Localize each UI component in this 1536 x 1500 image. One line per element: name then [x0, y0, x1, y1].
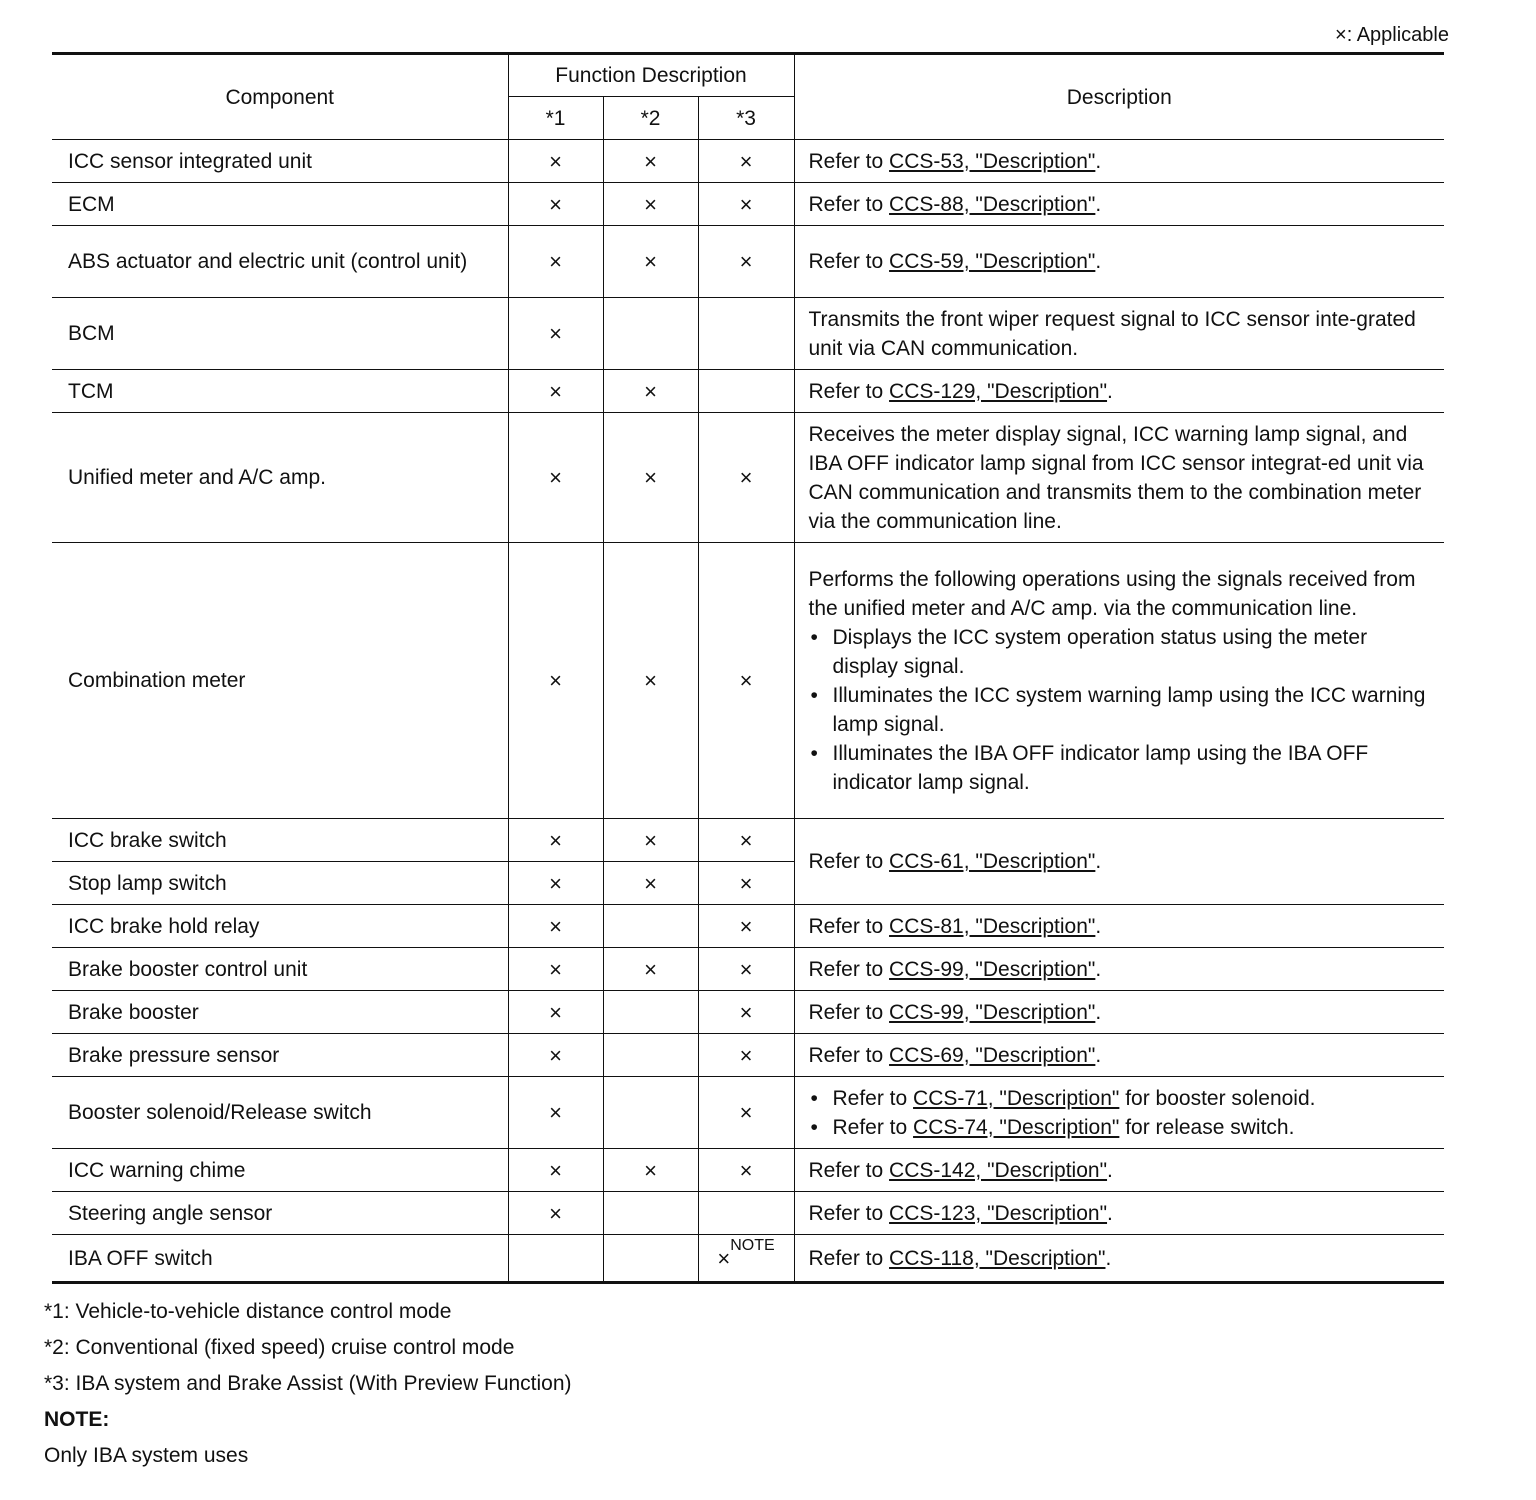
- note-superscript: NOTE: [730, 1236, 775, 1254]
- mark-col3: ×: [698, 1149, 794, 1192]
- table-row: [52, 819, 1444, 862]
- mark-col3: ×: [698, 1077, 794, 1149]
- bullet-list: [809, 1084, 1433, 1142]
- mark-col2: ×: [603, 370, 698, 413]
- description-cell: [794, 1192, 1444, 1235]
- mark-col1: ×: [508, 543, 603, 819]
- mark-col1: ×: [508, 226, 603, 298]
- mark-col1: ×: [508, 1034, 603, 1077]
- period: .: [1095, 850, 1102, 873]
- table-row: [52, 1235, 1444, 1283]
- description-cell: [794, 1149, 1444, 1192]
- mark-col2: ×: [603, 862, 698, 905]
- mark-col1: ×: [508, 1149, 603, 1192]
- mark-col3: ×: [698, 226, 794, 298]
- refer-text: Refer to: [808, 1158, 890, 1182]
- component-cell: Steering angle sensor: [52, 1192, 508, 1235]
- mark-col2: [603, 1034, 698, 1077]
- footnote-2: *2: Conventional (fixed speed) cruise control mode: [44, 1336, 515, 1359]
- table-row: [52, 991, 1444, 1034]
- mark-col2: [603, 298, 698, 370]
- bullet-suffix: for booster solenoid.: [1119, 1086, 1316, 1110]
- component-cell: ICC brake hold relay: [52, 905, 508, 948]
- mark-col1: [508, 1235, 603, 1283]
- period: .: [1095, 250, 1102, 273]
- mark-col2: [603, 1077, 698, 1149]
- refer-text: Refer to: [808, 250, 890, 273]
- table-row: [52, 948, 1444, 991]
- header-col2: *2: [603, 97, 698, 140]
- mark-col2: [603, 1192, 698, 1235]
- reference-link[interactable]: CCS-69, "Description": [889, 1043, 1096, 1067]
- mark-col3: [698, 298, 794, 370]
- mark-col2: [603, 905, 698, 948]
- mark-col3: ×: [698, 948, 794, 991]
- description-cell: [794, 905, 1444, 948]
- period: .: [1095, 957, 1102, 981]
- refer-text: Refer to: [808, 850, 890, 873]
- header-col3: *3: [698, 97, 794, 140]
- description-cell: [794, 140, 1444, 183]
- mark-col2: ×: [603, 226, 698, 298]
- bullet-item: • Displays the ICC system operation status using the meter display signal.: [809, 623, 1433, 681]
- reference-link[interactable]: CCS-129, "Description": [889, 379, 1108, 403]
- footnote-3: *3: IBA system and Brake Assist (With Preview Function): [44, 1372, 572, 1395]
- mark-col2: ×: [603, 1149, 698, 1192]
- refer-text: Refer to: [808, 1043, 890, 1067]
- description-cell: [794, 370, 1444, 413]
- reference-link[interactable]: CCS-71, "Description": [913, 1086, 1120, 1110]
- table-row: [52, 1192, 1444, 1235]
- description-cell: [794, 1034, 1444, 1077]
- mark-col1: ×: [508, 298, 603, 370]
- table-row: [52, 905, 1444, 948]
- reference-link[interactable]: CCS-123, "Description": [889, 1201, 1108, 1225]
- reference-link[interactable]: CCS-99, "Description": [889, 1000, 1096, 1024]
- period: .: [1107, 1158, 1113, 1182]
- mark-col3: ×: [698, 991, 794, 1034]
- bullet-item: [809, 1113, 1433, 1142]
- note-label: NOTE:: [44, 1408, 110, 1431]
- mark-col3: [698, 1235, 794, 1283]
- description-cell: [794, 543, 1444, 819]
- period: .: [1095, 914, 1102, 938]
- reference-link[interactable]: CCS-61, "Description": [889, 850, 1096, 873]
- refer-text: Refer to: [808, 1000, 890, 1024]
- description-cell: [794, 991, 1444, 1034]
- refer-text: Refer to: [832, 1086, 914, 1110]
- description-cell: [794, 1077, 1444, 1149]
- component-cell: Brake pressure sensor: [52, 1034, 508, 1077]
- bullet-suffix: for release switch.: [1119, 1115, 1295, 1139]
- mark-col2: ×: [603, 140, 698, 183]
- mark-col1: ×: [508, 140, 603, 183]
- period: .: [1095, 149, 1102, 173]
- header-component: Component: [52, 54, 508, 140]
- reference-link[interactable]: CCS-142, "Description": [889, 1158, 1108, 1182]
- refer-text: Refer to: [832, 1115, 914, 1139]
- component-cell: Unified meter and A/C amp.: [52, 413, 508, 543]
- reference-link[interactable]: CCS-118, "Description": [889, 1246, 1106, 1270]
- reference-link[interactable]: CCS-99, "Description": [889, 957, 1096, 981]
- applicable-legend: ×: Applicable: [1335, 24, 1449, 46]
- mark-col1: ×: [508, 1077, 603, 1149]
- bullet-item: • Illuminates the ICC system warning lamp using the ICC warning lamp signal.: [809, 681, 1433, 739]
- description-cell: Transmits the front wiper request signal to ICC sensor inte-grated unit via CAN communication.: [794, 298, 1444, 370]
- description-cell: Receives the meter display signal, ICC warning lamp signal, and IBA OFF indicator lamp signal from ICC sensor integrat-ed unit via CAN communication and transmits them to the combination meter via the communication line.: [794, 413, 1444, 543]
- component-function-table: [52, 52, 1444, 1284]
- mark-col1: ×: [508, 370, 603, 413]
- mark-col3: ×: [698, 183, 794, 226]
- note-text: Only IBA system uses: [44, 1444, 249, 1467]
- reference-link[interactable]: CCS-88, "Description": [889, 192, 1096, 216]
- table-row: [52, 1077, 1444, 1149]
- table-row: [52, 1034, 1444, 1077]
- component-cell: BCM: [52, 298, 508, 370]
- mark-col2: [603, 991, 698, 1034]
- table-row: [52, 226, 1444, 298]
- mark-symbol: ×: [717, 1245, 731, 1271]
- period: .: [1107, 379, 1113, 403]
- refer-text: Refer to: [808, 914, 890, 938]
- table-row: [52, 298, 1444, 370]
- component-cell: ICC brake switch: [52, 819, 508, 862]
- mark-col3: ×: [698, 905, 794, 948]
- component-cell: Brake booster: [52, 991, 508, 1034]
- footnote-1: *1: Vehicle-to-vehicle distance control mode: [44, 1300, 452, 1323]
- mark-col3: ×: [698, 140, 794, 183]
- table-row: [52, 1149, 1444, 1192]
- description-cell: [794, 226, 1444, 298]
- bullet-list: [809, 623, 1433, 797]
- period: .: [1095, 1043, 1102, 1067]
- component-cell: ECM: [52, 183, 508, 226]
- mark-col2: ×: [603, 819, 698, 862]
- mark-col1: ×: [508, 862, 603, 905]
- component-cell: Stop lamp switch: [52, 862, 508, 905]
- mark-col2: ×: [603, 948, 698, 991]
- table-row: [52, 140, 1444, 183]
- mark-col3: ×: [698, 413, 794, 543]
- table-row: [52, 413, 1444, 543]
- mark-col2: ×: [603, 413, 698, 543]
- refer-text: Refer to: [808, 1246, 890, 1270]
- refer-text: Refer to: [808, 192, 890, 216]
- bullet-item: [809, 1084, 1433, 1113]
- component-cell: Combination meter: [52, 543, 508, 819]
- table-row: [52, 183, 1444, 226]
- mark-col1: ×: [508, 991, 603, 1034]
- component-cell: IBA OFF switch: [52, 1235, 508, 1283]
- header-col1: *1: [508, 97, 603, 140]
- footnotes: [44, 1294, 572, 1474]
- mark-col3: ×: [698, 1034, 794, 1077]
- refer-text: Refer to: [808, 957, 890, 981]
- mark-col1: ×: [508, 819, 603, 862]
- mark-col1: ×: [508, 905, 603, 948]
- component-cell: ICC warning chime: [52, 1149, 508, 1192]
- table-row: [52, 543, 1444, 819]
- period: .: [1105, 1246, 1112, 1270]
- period: .: [1107, 1201, 1113, 1225]
- mark-col3: ×: [698, 543, 794, 819]
- mark-col3: [698, 370, 794, 413]
- header-description: Description: [794, 54, 1444, 140]
- mark-col3: [698, 1192, 794, 1235]
- mark-col3: ×: [698, 862, 794, 905]
- period: .: [1095, 1000, 1102, 1024]
- refer-text: Refer to: [808, 1201, 890, 1225]
- mark-col1: ×: [508, 1192, 603, 1235]
- component-cell: TCM: [52, 370, 508, 413]
- component-cell: ABS actuator and electric unit (control unit): [52, 226, 508, 298]
- mark-col1: ×: [508, 413, 603, 543]
- reference-link[interactable]: CCS-59, "Description": [889, 250, 1096, 273]
- component-cell: Booster solenoid/Release switch: [52, 1077, 508, 1149]
- refer-text: Refer to: [808, 149, 890, 173]
- description-cell: [794, 183, 1444, 226]
- description-cell: [794, 948, 1444, 991]
- description-cell: [794, 1235, 1444, 1283]
- refer-text: Refer to: [808, 379, 890, 403]
- description-cell: [794, 819, 1444, 905]
- description-intro: Performs the following operations using the signals received from the unified meter and A/C amp. via the communication line.: [808, 567, 1416, 620]
- reference-link[interactable]: CCS-74, "Description": [913, 1115, 1120, 1139]
- component-cell: Brake booster control unit: [52, 948, 508, 991]
- header-function-description: Function Description: [508, 54, 794, 97]
- table-row: [52, 370, 1444, 413]
- mark-col1: ×: [508, 948, 603, 991]
- mark-col2: [603, 1235, 698, 1283]
- mark-col3: ×: [698, 819, 794, 862]
- reference-link[interactable]: CCS-53, "Description": [889, 149, 1096, 173]
- mark-col1: ×: [508, 183, 603, 226]
- component-cell: ICC sensor integrated unit: [52, 140, 508, 183]
- bullet-item: • Illuminates the IBA OFF indicator lamp using the IBA OFF indicator lamp signal.: [809, 739, 1433, 797]
- reference-link[interactable]: CCS-81, "Description": [889, 914, 1096, 938]
- mark-col2: ×: [603, 543, 698, 819]
- period: .: [1095, 192, 1102, 216]
- mark-col2: ×: [603, 183, 698, 226]
